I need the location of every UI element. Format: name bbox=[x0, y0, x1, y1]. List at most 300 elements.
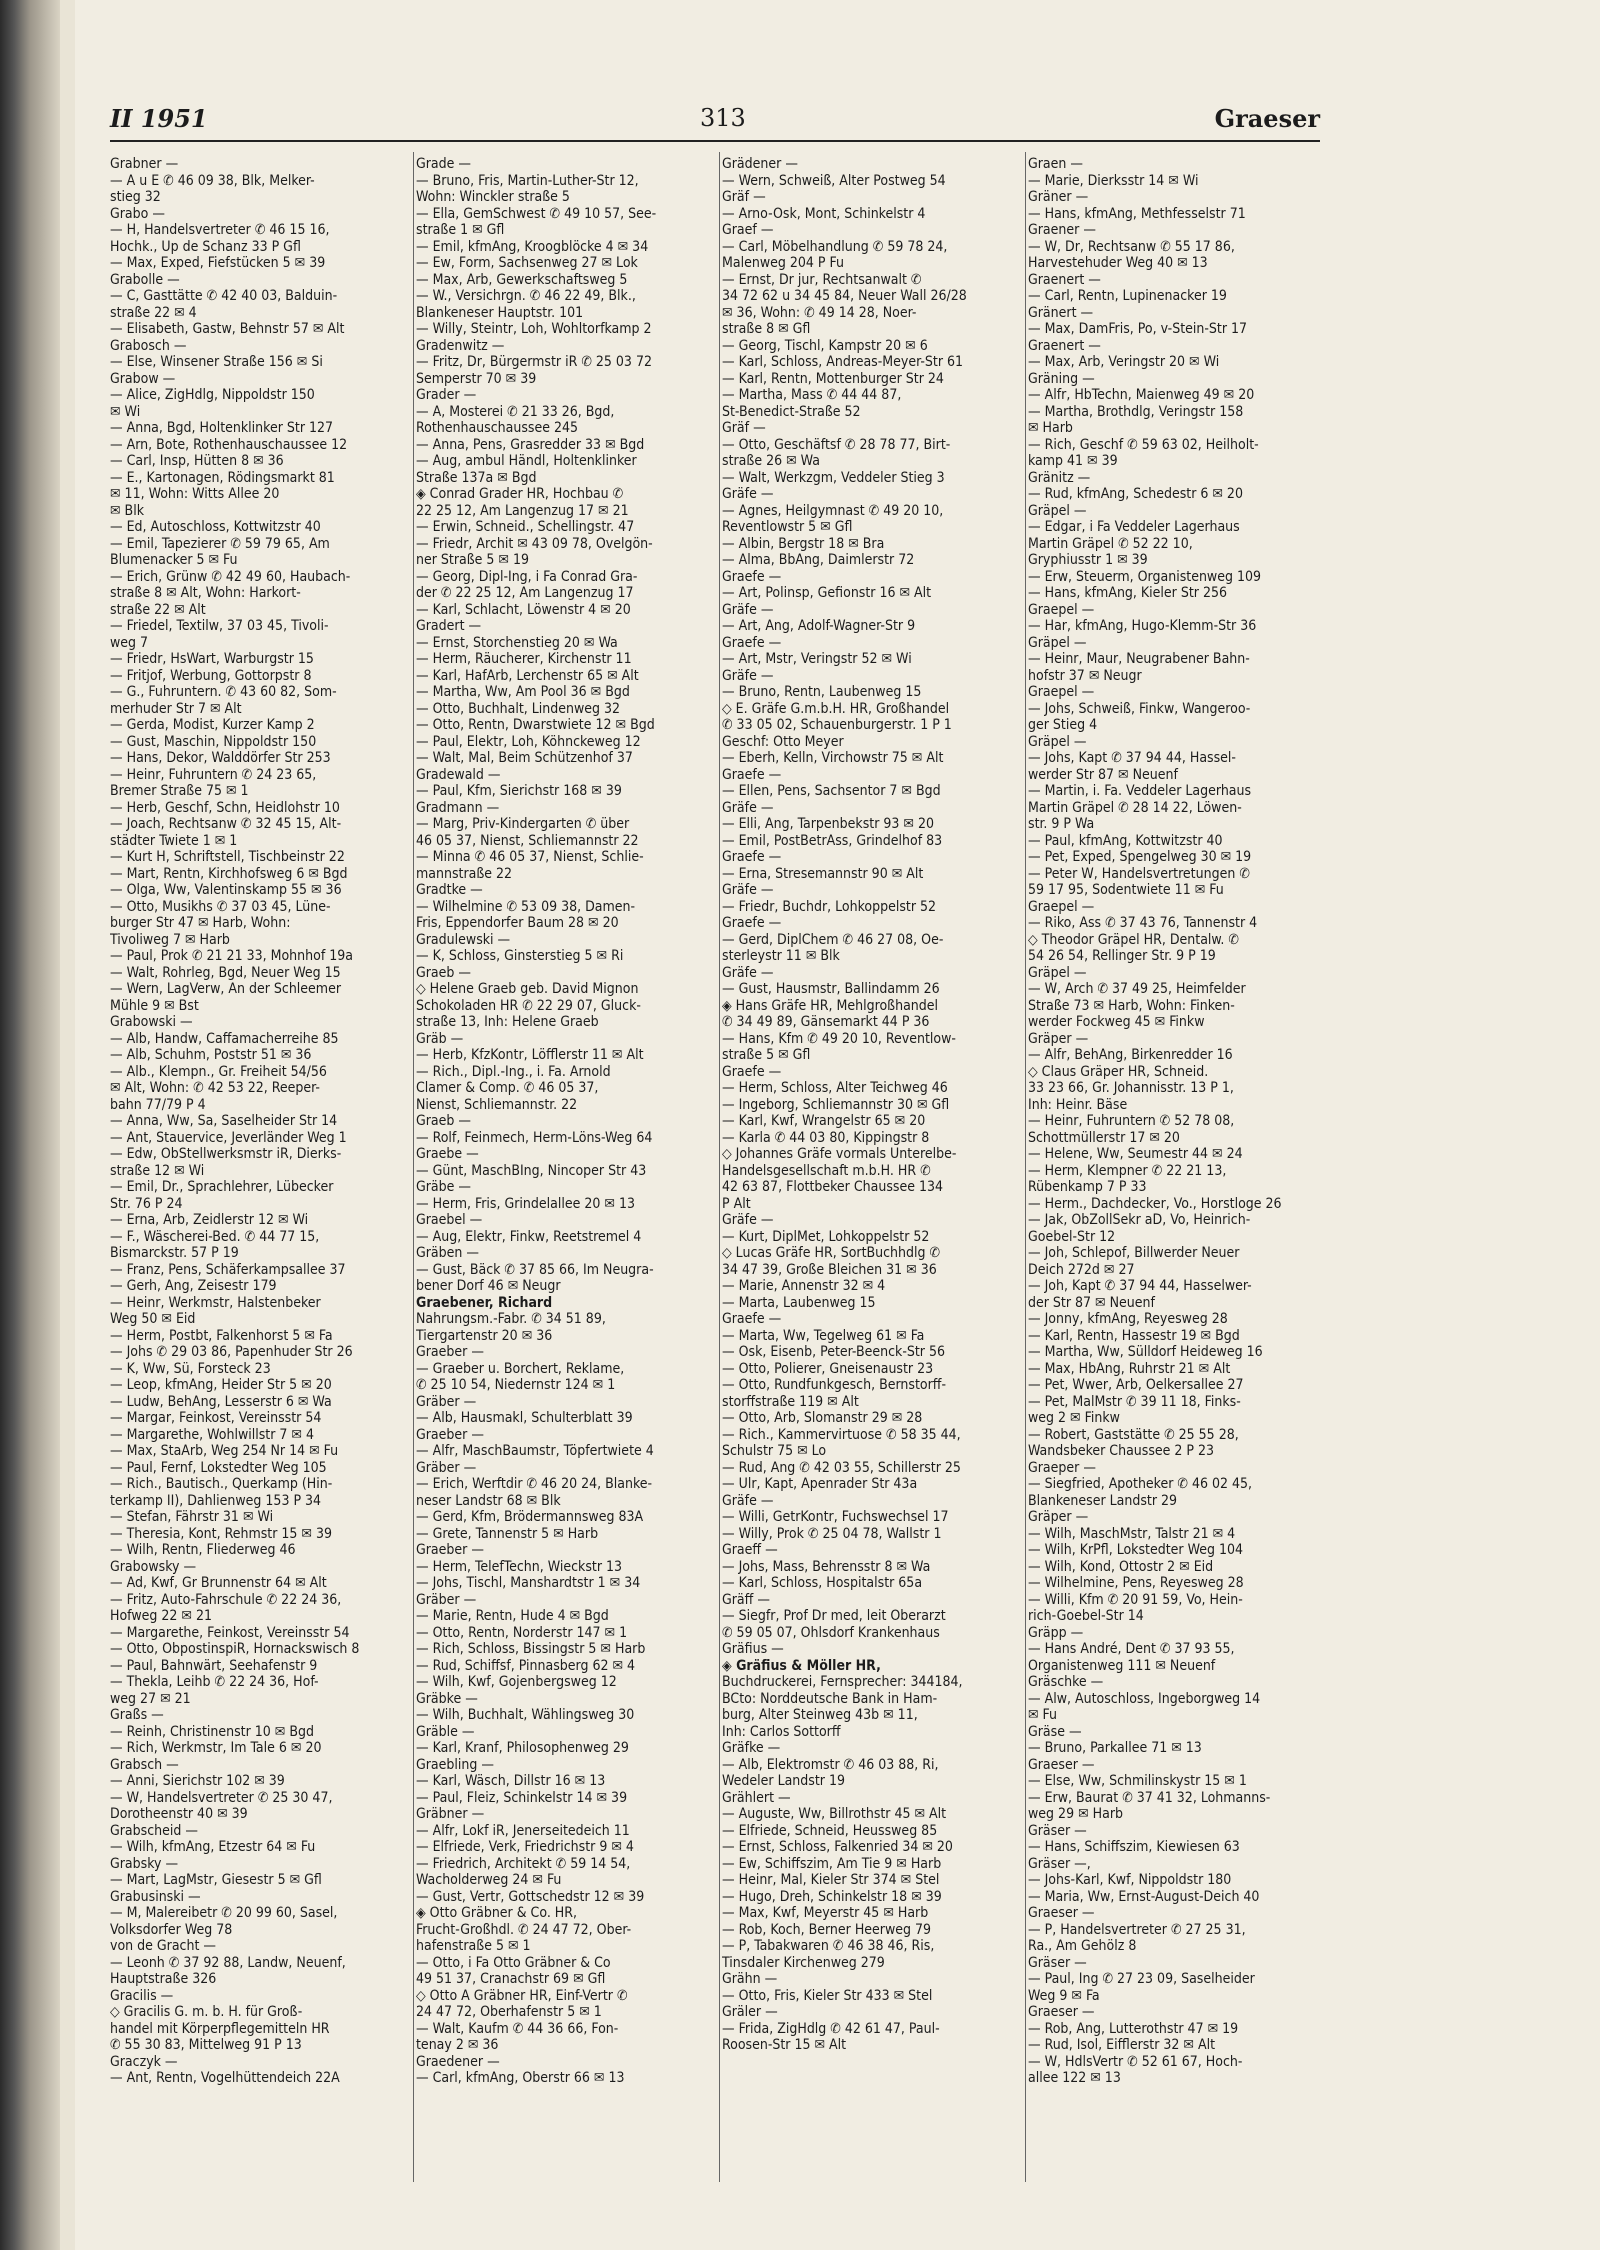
directory-line: Gradtke — bbox=[416, 882, 483, 898]
directory-line: — Anna, Ww, Sa, Saselheider Str 14 bbox=[110, 1113, 338, 1129]
directory-line: Semperstr 70 ✉ 39 bbox=[416, 370, 537, 387]
directory-line: Geschf: Otto Meyer bbox=[722, 733, 844, 750]
directory-line: — Johs ✆ 29 03 86, Papenhuder Str 26 bbox=[110, 1344, 353, 1360]
directory-line: — Otto, Buchhalt, Lindenweg 32 bbox=[416, 700, 621, 717]
directory-line: — Bruno, Parkallee 71 ✉ 13 bbox=[1028, 1740, 1202, 1756]
directory-line: straße 26 ✉ Wa bbox=[722, 453, 820, 469]
directory-line: Graefe — bbox=[722, 915, 782, 931]
directory-line: ◈ Hans Gräfe HR, Mehlgroßhandel bbox=[722, 997, 939, 1014]
directory-line: Gräb — bbox=[416, 1030, 464, 1047]
directory-line: der Str 87 ✉ Neuenf bbox=[1028, 1294, 1155, 1311]
directory-line: Gräfe — bbox=[722, 964, 774, 981]
directory-line: — W, Arch ✆ 37 49 25, Heimfelder bbox=[1028, 981, 1246, 997]
directory-line: — Max, Arb, Gewerkschaftsweg 5 bbox=[416, 271, 628, 288]
directory-line: — Reinh, Christinenstr 10 ✉ Bgd bbox=[110, 1723, 314, 1740]
directory-line: — Wilh, Rentn, Fliederweg 46 bbox=[110, 1542, 296, 1558]
directory-line: Tinsdaler Kirchenweg 279 bbox=[722, 1954, 885, 1971]
directory-line: — Martha, Mass ✆ 44 44 87, bbox=[722, 387, 902, 403]
directory-line: — W, HdlsVertr ✆ 52 61 67, Hoch- bbox=[1028, 2053, 1243, 2070]
directory-line: — Max, StaArb, Weg 254 Nr 14 ✉ Fu bbox=[110, 1443, 339, 1459]
directory-line: 59 17 95, Sodentwiete 11 ✉ Fu bbox=[1028, 882, 1224, 898]
directory-line: Gräbner — bbox=[416, 1806, 485, 1822]
directory-line: — Fritz, Auto-Fahrschule ✆ 22 24 36, bbox=[110, 1591, 342, 1608]
directory-line: Graefe — bbox=[722, 1063, 782, 1080]
directory-line: — Pet, Exped, Spengelweg 30 ✉ 19 bbox=[1028, 849, 1252, 865]
directory-line: burg, Alter Steinweg 43b ✉ 11, bbox=[722, 1707, 918, 1723]
directory-line: Gradulewski — bbox=[416, 931, 511, 948]
directory-line: — Karl, Schloss, Hospitalstr 65a bbox=[722, 1575, 923, 1591]
directory-line: — Mart, LagMstr, Giesestr 5 ✉ Gfl bbox=[110, 1872, 322, 1888]
directory-line: rich-Goebel-Str 14 bbox=[1028, 1608, 1144, 1624]
directory-line: — Ella, GemSchwest ✆ 49 10 57, See- bbox=[416, 205, 657, 222]
directory-line: — Kurt, DiplMet, Lohkoppelstr 52 bbox=[722, 1228, 930, 1245]
directory-line: Gräfe — bbox=[722, 1212, 774, 1228]
directory-line: straße 22 ✉ 4 bbox=[110, 304, 197, 321]
directory-line: — Erich, Werftdir ✆ 46 20 24, Blanke- bbox=[416, 1476, 653, 1492]
directory-line: — Eberh, Kelln, Virchowstr 75 ✉ Alt bbox=[722, 750, 944, 766]
directory-line: — Emil, PostBetrAss, Grindelhof 83 bbox=[722, 832, 943, 849]
directory-line: — Friedr, Archit ✉ 43 09 78, Ovelgön- bbox=[416, 535, 653, 552]
directory-line: Tiergartenstr 20 ✉ 36 bbox=[416, 1327, 553, 1344]
directory-line: — Günt, MaschBIng, Nincoper Str 43 bbox=[416, 1162, 647, 1179]
directory-line: Graepel — bbox=[1028, 898, 1095, 915]
directory-line: — P, Handelsvertreter ✆ 27 25 31, bbox=[1028, 1921, 1246, 1938]
directory-line: Buchdruckerei, Fernsprecher: 344184, bbox=[722, 1674, 963, 1690]
directory-line: Gräpel — bbox=[1028, 634, 1087, 651]
directory-line: — Herm, TelefTechn, Wieckstr 13 bbox=[416, 1558, 623, 1575]
directory-line: — Hans, Dekor, Walddörfer Str 253 bbox=[110, 750, 331, 766]
directory-line: ◇ Claus Gräper HR, Schneid. bbox=[1028, 1063, 1209, 1080]
directory-line: ✆ 34 49 89, Gänsemarkt 44 P 36 bbox=[722, 1014, 930, 1030]
directory-line: — Robert, Gaststätte ✆ 25 55 28, bbox=[1028, 1426, 1239, 1443]
directory-line: — Agnes, Heilgymnast ✆ 49 20 10, bbox=[722, 502, 944, 519]
directory-line: Grabusinski — bbox=[110, 1888, 201, 1905]
header-running-title: Graeser bbox=[1214, 104, 1320, 133]
directory-line: — Margarethe, Wohlwillstr 7 ✉ 4 bbox=[110, 1426, 314, 1443]
directory-line: — Art, Mstr, Veringstr 52 ✉ Wi bbox=[722, 651, 912, 667]
directory-line: Gradert — bbox=[416, 618, 482, 634]
directory-line: — Siegfr, Prof Dr med, leit Oberarzt bbox=[722, 1608, 946, 1624]
directory-line: hafenstraße 5 ✉ 1 bbox=[416, 1938, 531, 1954]
directory-line: Reventlowstr 5 ✉ Gfl bbox=[722, 519, 853, 535]
directory-line: Graepel — bbox=[1028, 601, 1095, 618]
directory-line: — Ant, Rentn, Vogelhüttendeich 22A bbox=[110, 2070, 340, 2086]
directory-line: — Paul, Ing ✆ 27 23 09, Saselheider bbox=[1028, 1971, 1255, 1987]
directory-line: — E., Kartonagen, Rödingsmarkt 81 bbox=[110, 469, 335, 486]
directory-line: Gräpel — bbox=[1028, 733, 1087, 750]
directory-line: ✉ 36, Wohn: ✆ 49 14 28, Noer- bbox=[722, 304, 917, 321]
directory-line: Graef — bbox=[722, 222, 774, 238]
directory-line: Wacholderweg 24 ✉ Fu bbox=[416, 1872, 562, 1888]
directory-line: — Aug, ambul Händl, Holtenklinker bbox=[416, 453, 637, 469]
directory-line: weg 7 bbox=[110, 634, 149, 651]
directory-line: ◇ Theodor Gräpel HR, Dentalw. ✆ bbox=[1028, 931, 1239, 948]
directory-line: — Alfr, Lokf iR, Jenerseitedeich 11 bbox=[416, 1822, 630, 1839]
header-rule bbox=[110, 140, 1320, 142]
directory-line: — Leop, kfmAng, Heider Str 5 ✉ 20 bbox=[110, 1377, 332, 1393]
directory-line: — Elli, Ang, Tarpenbekstr 93 ✉ 20 bbox=[722, 816, 934, 832]
directory-line: — Max, Arb, Veringstr 20 ✉ Wi bbox=[1028, 354, 1220, 370]
directory-line: — Max, DamFris, Po, v-Stein-Str 17 bbox=[1028, 321, 1248, 337]
directory-line: — A u E ✆ 46 09 38, Blk, Melker- bbox=[110, 172, 315, 189]
directory-line: städter Twiete 1 ✉ 1 bbox=[110, 832, 238, 849]
directory-line: Gräber — bbox=[416, 1591, 477, 1608]
directory-line: — Georg, Dipl-Ing, i Fa Conrad Gra- bbox=[416, 568, 638, 585]
column-divider bbox=[413, 152, 414, 2182]
directory-line: Graeb — bbox=[416, 1113, 472, 1129]
directory-line: Gräser — bbox=[1028, 1822, 1087, 1839]
directory-line: — Ulr, Kapt, Apenrader Str 43a bbox=[722, 1476, 918, 1492]
directory-line: Grabner — bbox=[110, 156, 179, 172]
directory-line: Grader — bbox=[416, 387, 477, 403]
directory-line: Graeff — bbox=[722, 1542, 778, 1558]
directory-line: — Elfriede, Schneid, Heussweg 85 bbox=[722, 1822, 938, 1839]
directory-line: — Frida, ZigHdlg ✆ 42 61 47, Paul- bbox=[722, 2020, 940, 2037]
directory-line: von de Gracht — bbox=[110, 1938, 216, 1954]
directory-line: ✉ 11, Wohn: Witts Allee 20 bbox=[110, 486, 280, 502]
directory-line: — Willi, Kfm ✆ 20 91 59, Vo, Hein- bbox=[1028, 1591, 1243, 1608]
directory-line: — Heinr, Fuhruntern ✆ 24 23 65, bbox=[110, 766, 317, 783]
directory-line: straße 8 ✉ Gfl bbox=[722, 321, 811, 337]
directory-line: — A, Mosterei ✆ 21 33 26, Bgd, bbox=[416, 403, 615, 420]
directory-line: Grabsch — bbox=[110, 1756, 179, 1773]
directory-line: bahn 77/79 P 4 bbox=[110, 1096, 206, 1113]
directory-line: Grabosch — bbox=[110, 337, 187, 354]
directory-line: Frucht-Großhdl. ✆ 24 47 72, Ober- bbox=[416, 1921, 632, 1938]
directory-line: — Rud, Ang ✆ 42 03 55, Schillerstr 25 bbox=[722, 1459, 961, 1476]
directory-line: — Pet, MalMstr ✆ 39 11 18, Finks- bbox=[1028, 1393, 1241, 1410]
directory-line: — Gust, Vertr, Gottschedstr 12 ✉ 39 bbox=[416, 1888, 645, 1905]
directory-line: ✆ 33 05 02, Schauenburgerstr. 1 P 1 bbox=[722, 717, 952, 733]
directory-line: — Art, Ang, Adolf-Wagner-Str 9 bbox=[722, 618, 916, 634]
directory-line: — Marta, Laubenweg 15 bbox=[722, 1294, 876, 1311]
directory-line: — Helene, Ww, Seumestr 44 ✉ 24 bbox=[1028, 1146, 1243, 1162]
directory-line: Weg 50 ✉ Eid bbox=[110, 1311, 196, 1327]
directory-line: — Karla ✆ 44 03 80, Kippingstr 8 bbox=[722, 1129, 930, 1146]
directory-line: — Wilh, Kwf, Gojenbergsweg 12 bbox=[416, 1674, 617, 1690]
directory-line: — Heinr, Mal, Kieler Str 374 ✉ Stel bbox=[722, 1872, 940, 1888]
directory-line: Hofweg 22 ✉ 21 bbox=[110, 1608, 213, 1624]
directory-line: — Else, Winsener Straße 156 ✉ Si bbox=[110, 354, 323, 370]
directory-line: — Alfr, BehAng, Birkenredder 16 bbox=[1028, 1047, 1233, 1063]
directory-line: Handelsgesellschaft m.b.H. HR ✆ bbox=[722, 1162, 931, 1179]
directory-line: — Walt, Kaufm ✆ 44 36 66, Fon- bbox=[416, 2020, 619, 2037]
directory-line: Bismarckstr. 57 P 19 bbox=[110, 1245, 239, 1261]
directory-line: weg 29 ✉ Harb bbox=[1028, 1806, 1123, 1822]
directory-line: — Osk, Eisenb, Peter-Beenck-Str 56 bbox=[722, 1344, 946, 1360]
directory-line: — Paul, kfmAng, Kottwitzstr 40 bbox=[1028, 832, 1223, 849]
directory-line: — Rud, Schiffsf, Pinnasberg 62 ✉ 4 bbox=[416, 1657, 636, 1674]
directory-line: — Otto, Rundfunkgesch, Bernstorff- bbox=[722, 1377, 946, 1393]
directory-line: ◈ Conrad Grader HR, Hochbau ✆ bbox=[416, 486, 624, 502]
directory-line: ✉ Alt, Wohn: ✆ 42 53 22, Reeper- bbox=[110, 1080, 320, 1096]
directory-line: — Wilhelmine, Pens, Reyesweg 28 bbox=[1028, 1575, 1244, 1591]
directory-line: — Alfr, MaschBaumstr, Töpfertwiete 4 bbox=[416, 1443, 654, 1459]
directory-line: Grabsky — bbox=[110, 1855, 179, 1872]
directory-line: Organistenweg 111 ✉ Neuenf bbox=[1028, 1657, 1216, 1674]
directory-line: Grabo — bbox=[110, 205, 165, 222]
directory-line: Gräfius — bbox=[722, 1641, 784, 1657]
directory-line: — K, Schloss, Ginsterstieg 5 ✉ Ri bbox=[416, 948, 624, 964]
directory-line: kamp 41 ✉ 39 bbox=[1028, 453, 1118, 469]
directory-line: Gräfe — bbox=[722, 882, 774, 898]
directory-line: — Ed, Autoschloss, Kottwitzstr 40 bbox=[110, 519, 321, 535]
directory-line: — Gerd, DiplChem ✆ 46 27 08, Oe- bbox=[722, 931, 944, 948]
directory-line: — Max, HbAng, Ruhrstr 21 ✉ Alt bbox=[1028, 1360, 1231, 1377]
directory-line: — Rich, Werkmstr, Im Tale 6 ✉ 20 bbox=[110, 1740, 322, 1756]
directory-line: — Kurt H, Schriftstell, Tischbeinstr 22 bbox=[110, 849, 345, 865]
directory-line: — P, Tabakwaren ✆ 46 38 46, Ris, bbox=[722, 1938, 935, 1954]
directory-line: — Paul, Fernf, Lokstedter Weg 105 bbox=[110, 1459, 327, 1476]
directory-line: — Marie, Annenstr 32 ✉ 4 bbox=[722, 1278, 886, 1294]
directory-line: Graen — bbox=[1028, 156, 1083, 172]
directory-line: — Alb, Elektromstr ✆ 46 03 88, Ri, bbox=[722, 1756, 939, 1773]
directory-line: 49 51 37, Cranachstr 69 ✉ Gfl bbox=[416, 1971, 606, 1987]
directory-line: — Thekla, Leihb ✆ 22 24 36, Hof- bbox=[110, 1674, 319, 1690]
directory-line: — Erna, Stresemannstr 90 ✉ Alt bbox=[722, 865, 924, 882]
directory-line: — Bruno, Fris, Martin-Luther-Str 12, bbox=[416, 172, 639, 189]
directory-line: ✉ Harb bbox=[1028, 420, 1073, 436]
directory-line: Gräser —, bbox=[1028, 1855, 1091, 1872]
directory-line: — Hans André, Dent ✆ 37 93 55, bbox=[1028, 1641, 1235, 1657]
directory-line: — Martha, Brothdlg, Veringstr 158 bbox=[1028, 403, 1244, 420]
directory-line: Gräfe — bbox=[722, 667, 774, 684]
directory-line: tenay 2 ✉ 36 bbox=[416, 2037, 499, 2053]
column-2 bbox=[416, 156, 706, 2186]
directory-line: — Herm, Räucherer, Kirchenstr 11 bbox=[416, 651, 632, 667]
directory-line: 34 72 62 u 34 45 84, Neuer Wall 26/28 bbox=[722, 288, 967, 304]
directory-line: — Walt, Rohrleg, Bgd, Neuer Weg 15 bbox=[110, 964, 341, 981]
directory-line: — Rolf, Feinmech, Herm-Löns-Weg 64 bbox=[416, 1129, 653, 1146]
directory-line: — Willy, Prok ✆ 25 04 78, Wallstr 1 bbox=[722, 1525, 942, 1542]
directory-line: neser Landstr 68 ✉ Blk bbox=[416, 1492, 561, 1509]
directory-line: — Erich, Grünw ✆ 42 49 60, Haubach- bbox=[110, 568, 351, 585]
directory-line: Gräser — bbox=[1028, 1954, 1087, 1971]
directory-line: Roosen-Str 15 ✉ Alt bbox=[722, 2037, 847, 2053]
directory-line: Gracilis — bbox=[110, 1987, 174, 2004]
directory-line: — Theresia, Kont, Rehmstr 15 ✉ 39 bbox=[110, 1525, 333, 1542]
directory-line: — Karl, Rentn, Mottenburger Str 24 bbox=[722, 370, 944, 387]
directory-line: Graebling — bbox=[416, 1756, 494, 1773]
directory-line: — Aug, Elektr, Finkw, Reetstremel 4 bbox=[416, 1228, 642, 1245]
directory-line: ◇ Johannes Gräfe vormals Unterelbe- bbox=[722, 1146, 957, 1162]
directory-line: Graeser — bbox=[1028, 1905, 1095, 1921]
directory-line: — Leonh ✆ 37 92 88, Landw, Neuenf, bbox=[110, 1954, 346, 1971]
directory-line: Hochk., Up de Schanz 33 P Gfl bbox=[110, 238, 301, 255]
directory-line: — G., Fuhruntern. ✆ 43 60 82, Som- bbox=[110, 684, 337, 700]
directory-line: — Herm, Postbt, Falkenhorst 5 ✉ Fa bbox=[110, 1327, 333, 1344]
directory-line: — Gerh, Ang, Zeisestr 179 bbox=[110, 1278, 277, 1294]
directory-line: — W, Handelsvertreter ✆ 25 30 47, bbox=[110, 1789, 333, 1806]
directory-line: 42 63 87, Flottbeker Chaussee 134 bbox=[722, 1179, 944, 1195]
directory-line: — Rob, Ang, Lutterothstr 47 ✉ 19 bbox=[1028, 2020, 1239, 2037]
directory-line: Gräbke — bbox=[416, 1690, 478, 1707]
directory-line: Malenweg 204 P Fu bbox=[722, 255, 844, 271]
directory-line: — Art, Polinsp, Gefionstr 16 ✉ Alt bbox=[722, 585, 932, 601]
directory-line: — Fritz, Dr, Bürgermstr iR ✆ 25 03 72 bbox=[416, 354, 652, 370]
directory-line: Graebel — bbox=[416, 1212, 483, 1228]
directory-line: — Otto, Polierer, Gneisenaustr 23 bbox=[722, 1360, 934, 1377]
directory-line: — Wilh, kfmAng, Etzestr 64 ✉ Fu bbox=[110, 1839, 316, 1855]
directory-line: — Arn, Bote, Rothenhauschaussee 12 bbox=[110, 436, 348, 453]
directory-line: — Else, Ww, Schmilinskystr 15 ✉ 1 bbox=[1028, 1773, 1247, 1789]
directory-line: — Olga, Ww, Valentinskamp 55 ✉ 36 bbox=[110, 882, 342, 898]
directory-line: straße 1 ✉ Gfl bbox=[416, 222, 505, 238]
directory-line: Graenert — bbox=[1028, 271, 1101, 288]
directory-line: Graebener, Richard bbox=[416, 1294, 553, 1311]
directory-line: Graeb — bbox=[416, 964, 472, 981]
directory-line: Grabowski — bbox=[110, 1014, 193, 1030]
directory-line: terkamp II), Dahlienweg 153 P 34 bbox=[110, 1492, 322, 1509]
directory-line: — Ingeborg, Schliemannstr 30 ✉ Gfl bbox=[722, 1096, 950, 1113]
directory-line: — Wern, LagVerw, An der Schleemer bbox=[110, 981, 342, 997]
directory-line: stieg 32 bbox=[110, 189, 161, 205]
directory-line: — Hans, kfmAng, Kieler Str 256 bbox=[1028, 585, 1228, 601]
directory-line: Nienst, Schliemannstr. 22 bbox=[416, 1096, 578, 1113]
directory-line: — Edw, ObStellwerksmstr iR, Dierks- bbox=[110, 1146, 342, 1162]
directory-line: — Alw, Autoschloss, Ingeborgweg 14 bbox=[1028, 1690, 1261, 1707]
directory-line: — Alice, ZigHdlg, Nippoldstr 150 bbox=[110, 387, 315, 403]
directory-line: — Joach, Rechtsanw ✆ 32 45 15, Alt- bbox=[110, 816, 342, 832]
directory-line: — Auguste, Ww, Billrothstr 45 ✉ Alt bbox=[722, 1806, 947, 1822]
directory-line: — Gerda, Modist, Kurzer Kamp 2 bbox=[110, 717, 315, 733]
directory-line: — Elfriede, Verk, Friedrichstr 9 ✉ 4 bbox=[416, 1839, 634, 1855]
directory-line: — Erw, Baurat ✆ 37 41 32, Lohmanns- bbox=[1028, 1789, 1271, 1806]
directory-line: Gryphiusstr 1 ✉ 39 bbox=[1028, 552, 1148, 568]
directory-line: — Edgar, i Fa Veddeler Lagerhaus bbox=[1028, 519, 1240, 535]
directory-line: — Otto, ObpostinspiR, Hornackswisch 8 bbox=[110, 1641, 360, 1657]
directory-line: — Herb, Geschf, Schn, Heidlohstr 10 bbox=[110, 799, 340, 816]
directory-line: weg 27 ✉ 21 bbox=[110, 1690, 191, 1707]
directory-line: — Paul, Elektr, Loh, Köhnckeweg 12 bbox=[416, 733, 641, 750]
directory-line: — Hugo, Dreh, Schinkelstr 18 ✉ 39 bbox=[722, 1888, 942, 1905]
directory-line: Gräfe — bbox=[722, 601, 774, 618]
directory-line: Graeber — bbox=[416, 1344, 484, 1360]
directory-line: — Albin, Bergstr 18 ✉ Bra bbox=[722, 535, 885, 552]
directory-line: Schulstr 75 ✉ Lo bbox=[722, 1443, 827, 1459]
directory-line: Mühle 9 ✉ Bst bbox=[110, 997, 199, 1014]
directory-line: — Herm., Dachdecker, Vo., Horstloge 26 bbox=[1028, 1195, 1282, 1212]
directory-line: — Elisabeth, Gastw, Behnstr 57 ✉ Alt bbox=[110, 321, 345, 337]
directory-line: Grabow — bbox=[110, 370, 176, 387]
directory-line: Graefe — bbox=[722, 634, 782, 651]
directory-line: straße 13, Inh: Helene Graeb bbox=[416, 1014, 599, 1030]
directory-line: storffstraße 119 ✉ Alt bbox=[722, 1393, 859, 1410]
directory-line: — W., Versichrgn. ✆ 46 22 49, Blk., bbox=[416, 288, 636, 304]
directory-line: Graefe — bbox=[722, 766, 782, 783]
directory-line: — Friedr, HsWart, Warburgstr 15 bbox=[110, 651, 314, 667]
directory-line: Graczyk — bbox=[110, 2053, 178, 2070]
directory-line: — Rich., Dipl.-Ing., i. Fa. Arnold bbox=[416, 1063, 611, 1080]
directory-line: — Alb, Hausmakl, Schulterblatt 39 bbox=[416, 1410, 633, 1426]
directory-line: — Willy, Steintr, Loh, Wohltorfkamp 2 bbox=[416, 321, 652, 337]
directory-line: — Ew, Schiffszim, Am Tie 9 ✉ Harb bbox=[722, 1855, 942, 1872]
directory-line: P Alt bbox=[722, 1195, 751, 1212]
header-page-number: 313 bbox=[700, 104, 746, 132]
directory-line: — Grete, Tannenstr 5 ✉ Harb bbox=[416, 1525, 599, 1542]
directory-line: — Johs, Mass, Behrensstr 8 ✉ Wa bbox=[722, 1558, 931, 1575]
directory-line: — Ludw, BehAng, Lesserstr 6 ✉ Wa bbox=[110, 1393, 332, 1410]
directory-line: — Hans, Schiffszim, Kiewiesen 63 bbox=[1028, 1839, 1240, 1855]
directory-line: 22 25 12, Am Langenzug 17 ✉ 21 bbox=[416, 502, 629, 519]
directory-line: ✉ Fu bbox=[1028, 1707, 1058, 1723]
directory-line: Blankeneser Landstr 29 bbox=[1028, 1492, 1178, 1509]
directory-line: — Paul, Fleiz, Schinkelstr 14 ✉ 39 bbox=[416, 1789, 628, 1806]
directory-line: Gräpp — bbox=[1028, 1624, 1084, 1641]
directory-line: Wohn: Winckler straße 5 bbox=[416, 189, 570, 205]
page-header bbox=[110, 104, 1320, 144]
directory-line: — Anna, Bgd, Holtenklinker Str 127 bbox=[110, 420, 334, 436]
directory-line: — Alb, Schuhm, Poststr 51 ✉ 36 bbox=[110, 1047, 312, 1063]
directory-line: Goebel-Str 12 bbox=[1028, 1228, 1116, 1245]
directory-line: — Gerd, Kfm, Brödermannsweg 83A bbox=[416, 1509, 644, 1525]
directory-line: Tivoliweg 7 ✉ Harb bbox=[110, 931, 230, 948]
directory-line: Weg 9 ✉ Fa bbox=[1028, 1987, 1100, 2004]
directory-line: ✆ 59 05 07, Ohlsdorf Krankenhaus bbox=[722, 1624, 940, 1641]
directory-line: — Otto, Arb, Slomanstr 29 ✉ 28 bbox=[722, 1410, 923, 1426]
directory-line: Gräper — bbox=[1028, 1030, 1089, 1047]
directory-line: weg 2 ✉ Finkw bbox=[1028, 1410, 1120, 1426]
directory-line: — Otto, Musikhs ✆ 37 03 45, Lüne- bbox=[110, 898, 331, 915]
directory-line: — Jonny, kfmAng, Reyesweg 28 bbox=[1028, 1311, 1228, 1327]
directory-line: — Wern, Schweiß, Alter Postweg 54 bbox=[722, 172, 946, 189]
directory-line: Gräschke — bbox=[1028, 1674, 1104, 1690]
directory-line: — Margar, Feinkost, Vereinsstr 54 bbox=[110, 1410, 322, 1426]
directory-line: — Karl, Kwf, Wrangelstr 65 ✉ 20 bbox=[722, 1113, 926, 1129]
directory-line: — Heinr, Maur, Neugrabener Bahn- bbox=[1028, 651, 1250, 667]
directory-line: — M, Malereibetr ✆ 20 99 60, Sasel, bbox=[110, 1905, 338, 1921]
directory-line: Gräf — bbox=[722, 189, 766, 205]
directory-line: Gräber — bbox=[416, 1459, 477, 1476]
directory-line: — Rich., Kammervirtuose ✆ 58 35 44, bbox=[722, 1426, 961, 1443]
directory-line: — Anna, Pens, Grasredder 33 ✉ Bgd bbox=[416, 436, 645, 453]
directory-line: Inh: Carlos Sottorff bbox=[722, 1723, 841, 1740]
directory-line: str. 9 P Wa bbox=[1028, 816, 1095, 832]
directory-line: bener Dorf 46 ✉ Neugr bbox=[416, 1278, 561, 1294]
directory-line: — Carl, Möbelhandlung ✆ 59 78 24, bbox=[722, 238, 948, 255]
directory-line: 33 23 66, Gr. Johannisstr. 13 P 1, bbox=[1028, 1080, 1234, 1096]
directory-line: — Gust, Maschin, Nippoldstr 150 bbox=[110, 733, 317, 750]
directory-line: Graeber — bbox=[416, 1426, 484, 1443]
directory-line: — Karl, Kranf, Philosophenweg 29 bbox=[416, 1740, 629, 1756]
directory-line: — Wilh, Buchhalt, Wählingsweg 30 bbox=[416, 1707, 635, 1723]
directory-line: Ra., Am Gehölz 8 bbox=[1028, 1938, 1137, 1954]
directory-line: Gräse — bbox=[1028, 1723, 1082, 1740]
directory-line: Straße 137a ✉ Bgd bbox=[416, 469, 537, 486]
directory-line: — Erwin, Schneid., Schellingstr. 47 bbox=[416, 519, 635, 535]
directory-line: straße 22 ✉ Alt bbox=[110, 601, 206, 618]
directory-line: ◇ Helene Graeb geb. David Mignon bbox=[416, 981, 639, 997]
directory-line: straße 12 ✉ Wi bbox=[110, 1162, 205, 1179]
column-4 bbox=[1028, 156, 1318, 2186]
directory-line: Gräfe — bbox=[722, 799, 774, 816]
directory-line: Wedeler Landstr 19 bbox=[722, 1773, 845, 1789]
directory-line: — Otto, Fris, Kieler Str 433 ✉ Stel bbox=[722, 1987, 933, 2004]
directory-line: — Bruno, Rentn, Laubenweg 15 bbox=[722, 684, 922, 700]
directory-line: Clamer & Comp. ✆ 46 05 37, bbox=[416, 1080, 599, 1096]
directory-line: ✆ 55 30 83, Mittelweg 91 P 13 bbox=[110, 2037, 302, 2053]
directory-line: Rübenkamp 7 P 33 bbox=[1028, 1179, 1147, 1195]
directory-line: Gränitz — bbox=[1028, 469, 1091, 486]
directory-line: — Gust, Bäck ✆ 37 85 66, Im Neugra- bbox=[416, 1261, 654, 1278]
header-volume-year: II 1951 bbox=[110, 104, 208, 133]
directory-line: — Friedrich, Architekt ✆ 59 14 54, bbox=[416, 1855, 631, 1872]
directory-line: — Wilh, KrPfl, Lokstedter Weg 104 bbox=[1028, 1542, 1243, 1558]
directory-line: — Otto, i Fa Otto Gräbner & Co bbox=[416, 1954, 611, 1971]
directory-line: Grabolle — bbox=[110, 271, 180, 288]
directory-line: hofstr 37 ✉ Neugr bbox=[1028, 667, 1142, 684]
directory-line: — Erna, Arb, Zeidlerstr 12 ✉ Wi bbox=[110, 1212, 309, 1228]
